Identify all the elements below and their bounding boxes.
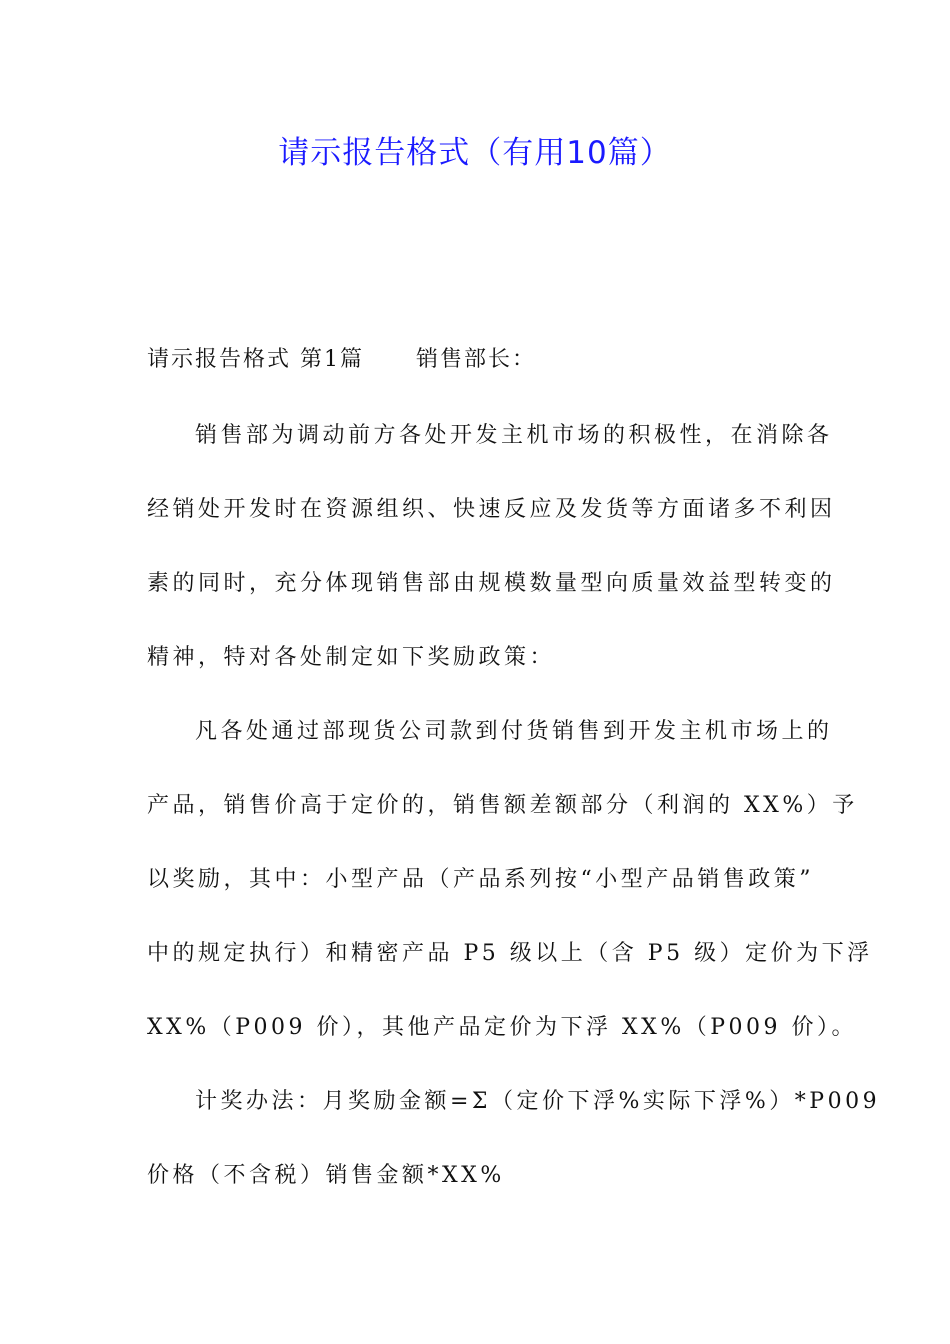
paragraph-line: 价格（不含税）销售金额*XX%	[147, 1163, 505, 1188]
paragraph-line: 销售部为调动前方各处开发主机市场的积极性，在消除各	[195, 423, 833, 448]
paragraph-line: 计奖办法：月奖励金额=Σ（定价下浮%实际下浮%）*P009	[195, 1089, 881, 1114]
paragraph-line: 凡各处通过部现货公司款到付货销售到开发主机市场上的	[195, 719, 833, 744]
paragraph-line: XX%（P009 价），其他产品定价为下浮 XX%（P009 价）。	[147, 1015, 858, 1040]
section-label: 请示报告格式 第1篇	[147, 347, 364, 372]
paragraph-line: 中的规定执行）和精密产品 P5 级以上（含 P5 级）定价为下浮	[147, 941, 873, 966]
addressee: 销售部长：	[416, 347, 537, 372]
section-heading	[147, 340, 807, 380]
paragraph-line: 以奖励，其中：小型产品（产品系列按“小型产品销售政策”	[147, 867, 814, 892]
paragraph-line: 经销处开发时在资源组织、快速反应及发货等方面诸多不利因	[147, 497, 836, 522]
page-title: 请示报告格式（有用10篇）	[278, 135, 672, 171]
paragraph-line: 素的同时，充分体现销售部由规模数量型向质量效益型转变的	[147, 571, 836, 596]
paragraph-line: 精神，特对各处制定如下奖励政策：	[147, 645, 556, 670]
paragraph-line: 产品，销售价高于定价的，销售额差额部分（利润的 XX%）予	[147, 793, 858, 818]
